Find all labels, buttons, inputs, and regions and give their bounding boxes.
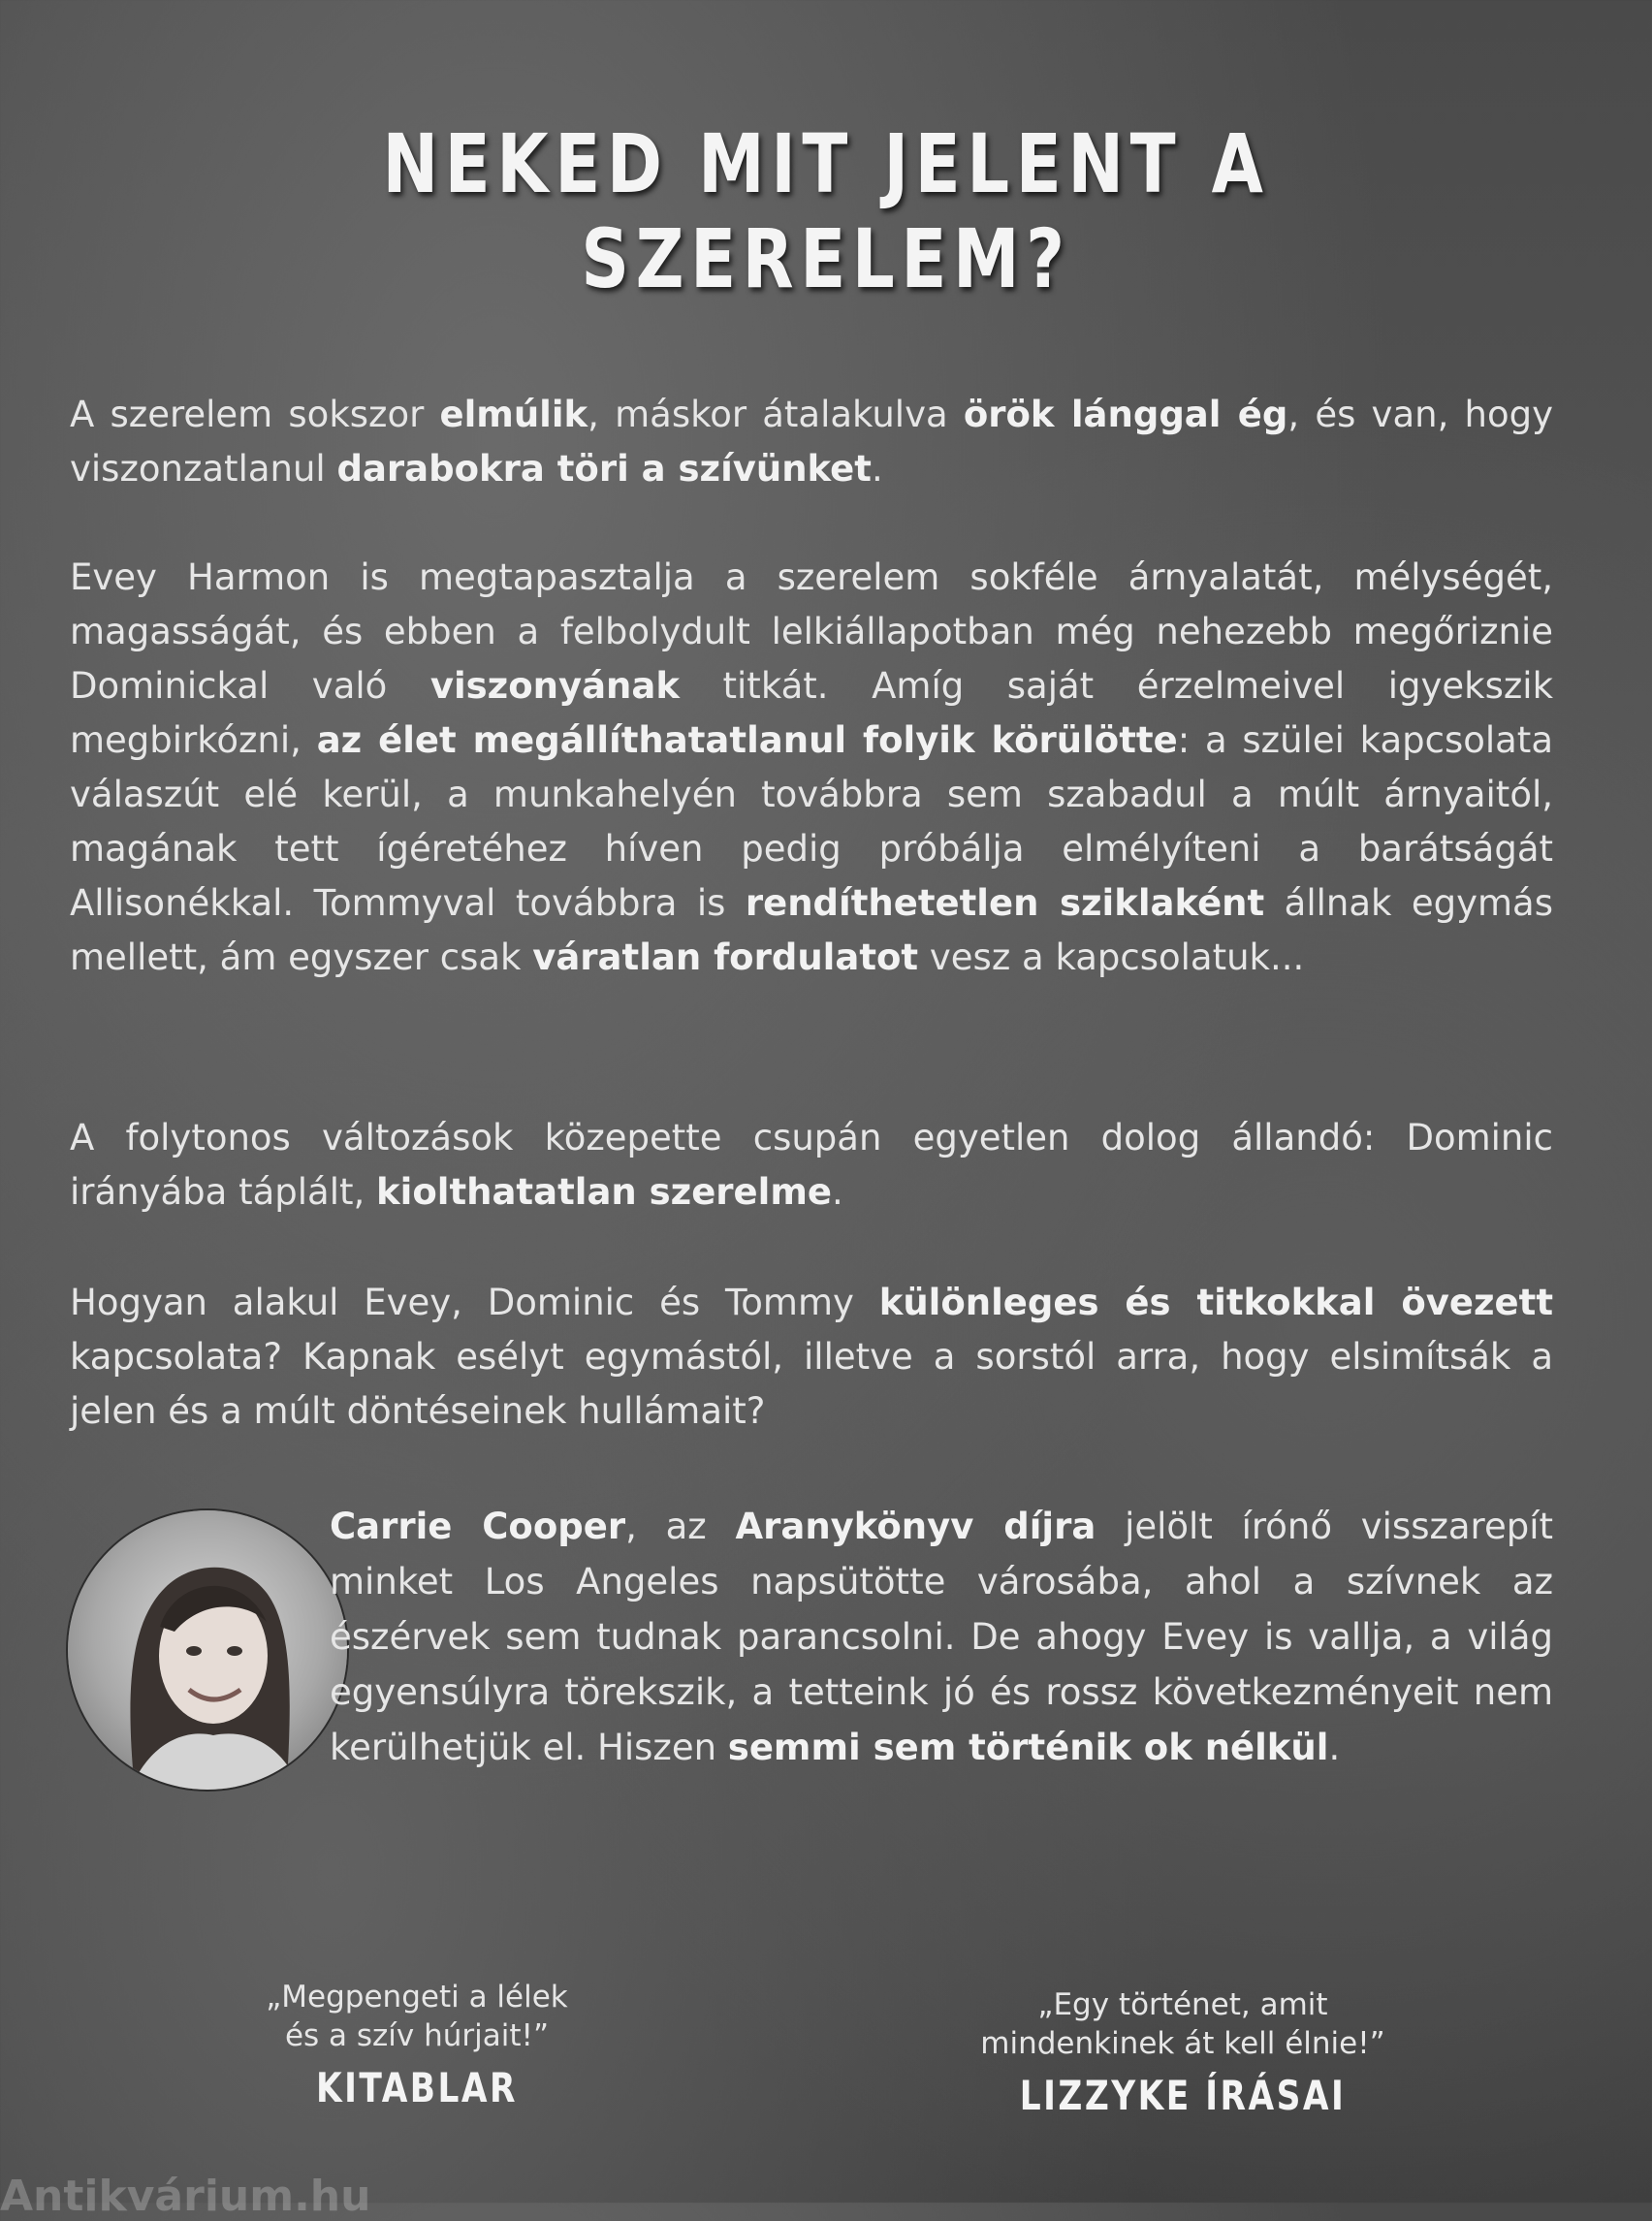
emphasis-text: váratlan fordulatot xyxy=(532,936,919,978)
quote-line: „Egy történet, amit xyxy=(1037,1987,1328,2022)
emphasis-text: semmi sem történik ok nélkül xyxy=(727,1727,1329,1768)
body-text: . xyxy=(871,448,883,490)
emphasis-text: különleges és titkokkal övezett xyxy=(878,1282,1554,1323)
quote-line: mindenkinek át kell élnie!” xyxy=(980,2026,1385,2061)
body-text: A folytonos változások közepette csupán egyetlen dolog állandó: Dominic irányába táplált, xyxy=(70,1117,1553,1213)
quote-source: LIZZYKE ÍRÁSAI xyxy=(1019,2072,1347,2119)
paragraph-story xyxy=(70,551,1553,985)
paragraph-constant xyxy=(70,1111,1553,1220)
quote-line: „Megpengeti a lélek xyxy=(266,1980,568,2015)
emphasis-text: az élet megállíthatatlanul folyik körülötte xyxy=(316,719,1178,761)
emphasis-text: rendíthetetlen sziklaként xyxy=(745,882,1265,924)
paragraph-intro xyxy=(70,388,1553,496)
body-text: jelölt írónő visszarepít minket Los Angeles napsütötte városába, ahol a szívnek az észérvek sem tudnak parancsolni. De ahogy Evey is vallja, a világ egyensúlyra törekszik, a tetteink jó és rossz következményeit nem kerülhetjük el. Hiszen xyxy=(330,1506,1553,1768)
watermark: Antikvárium.hu xyxy=(0,2172,371,2221)
author-bio xyxy=(330,1499,1553,1775)
body-text: , és van, hogy viszonzatlanul xyxy=(70,394,1553,490)
author-portrait-icon xyxy=(68,1510,347,1790)
paragraph-question xyxy=(70,1276,1553,1439)
review-quote-1 xyxy=(126,1978,708,2111)
headline: NEKED MIT JELENT A SZERELEM? xyxy=(382,116,1270,306)
body-text: vesz a kapcsolatuk... xyxy=(918,936,1305,978)
body-text: . xyxy=(831,1171,843,1213)
review-quote-2 xyxy=(892,1985,1474,2119)
body-text: , máskor átalakulva xyxy=(588,394,964,435)
emphasis-text: Aranykönyv díjra xyxy=(735,1506,1096,1547)
emphasis-text: darabokra töri a szívünket xyxy=(336,448,872,490)
author-photo xyxy=(68,1510,347,1790)
quote-source: KITABLAR xyxy=(315,2064,519,2111)
body-text: állnak egymás mellett, ám egyszer csak xyxy=(70,882,1554,978)
body-text: Hogyan alakul Evey, Dominic és Tommy xyxy=(70,1282,879,1323)
emphasis-text: elmúlik xyxy=(439,394,588,435)
body-text: : a szülei kapcsolata válaszút elé kerül, a munkahelyén továbbra sem szabadul a múlt árnyaitól, magának tett ígéretéhez híven pedig próbálja elmélyíteni a barátságát Allisonékkal. Tommyval továbbra is xyxy=(70,719,1553,924)
body-text: A szerelem sokszor xyxy=(70,394,440,435)
emphasis-text: Carrie Cooper xyxy=(330,1506,626,1547)
emphasis-text: viszonyának xyxy=(429,665,680,707)
body-text: titkát. Amíg saját érzelmeivel igyekszik megbirkózni, xyxy=(70,665,1553,761)
body-text: . xyxy=(1328,1727,1341,1768)
emphasis-text: kiolthatatlan szerelme xyxy=(376,1171,832,1213)
emphasis-text: örök lánggal ég xyxy=(963,394,1288,435)
body-text: kapcsolata? Kapnak esélyt egymástól, illetve a sorstól arra, hogy elsimítsák a jelen és a múlt döntéseinek hullámait? xyxy=(70,1336,1553,1432)
quote-line: és a szív húrjait!” xyxy=(284,2018,550,2053)
body-text: , az xyxy=(625,1506,736,1547)
body-text: Evey Harmon is megtapasztalja a szerelem sokféle árnyalatát, mélységét, magasságát, és ebben a felbolydult lelkiállapotban még nehezebb megőriznie Dominickal való xyxy=(70,556,1553,707)
